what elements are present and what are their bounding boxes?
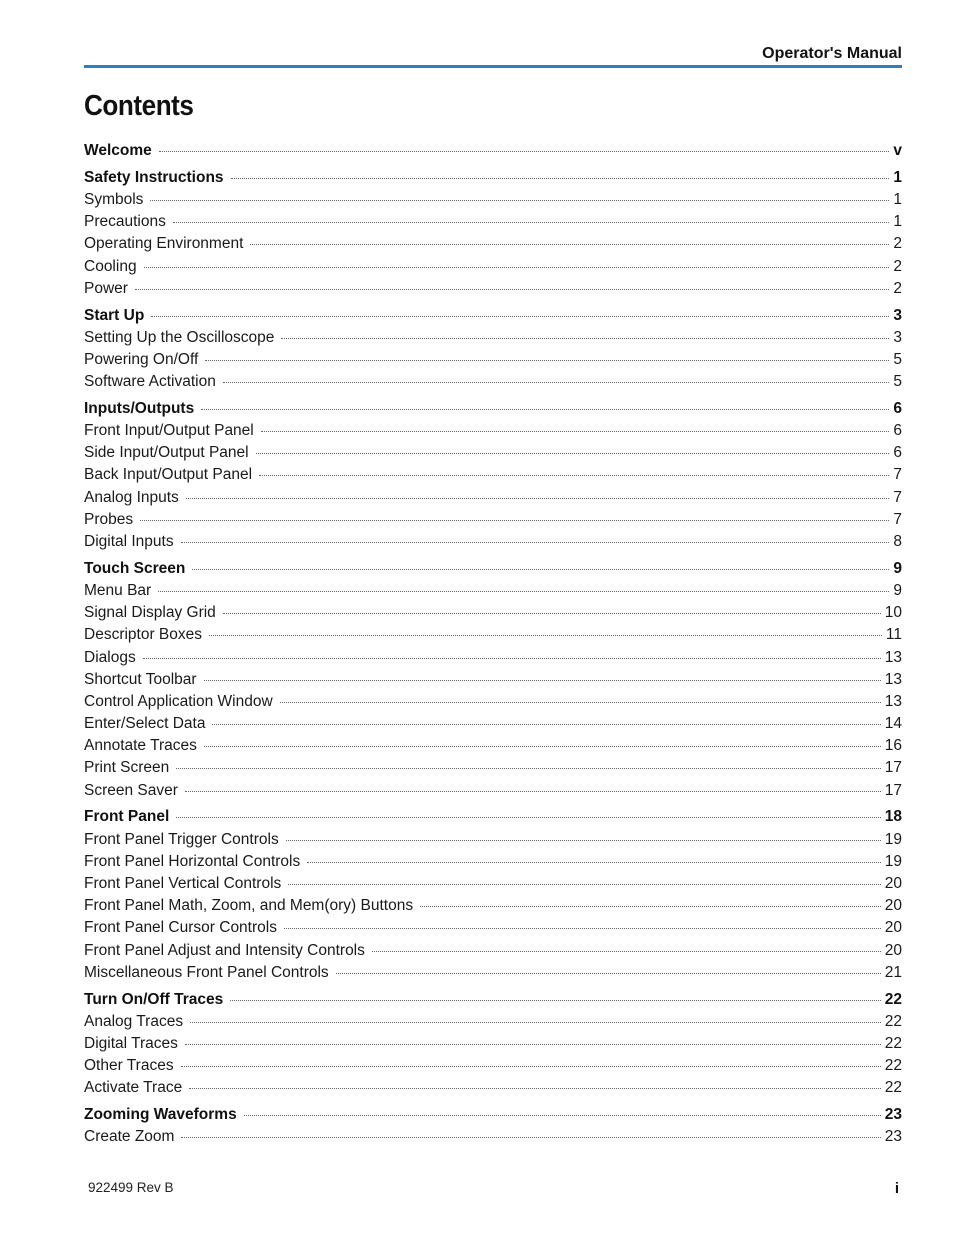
toc-entry-page: 16	[884, 737, 902, 755]
toc-entry-page: 7	[893, 510, 902, 528]
toc-entry-page: 5	[893, 350, 902, 368]
toc-dot-leader	[261, 430, 890, 432]
toc-entry-page: 21	[884, 963, 902, 981]
toc-dot-leader	[204, 745, 881, 747]
toc-entry[interactable]	[84, 940, 902, 962]
toc-entry-page: 20	[884, 897, 902, 915]
toc-dot-leader	[192, 568, 889, 570]
toc-dot-leader	[150, 199, 889, 201]
toc-entry-label: Start Up	[84, 306, 145, 324]
toc-entry[interactable]	[84, 780, 902, 802]
toc-entry[interactable]	[84, 624, 902, 646]
toc-entry-page: 10	[884, 604, 902, 622]
toc-entry-label: Print Screen	[84, 759, 170, 777]
toc-entry-page: 1	[893, 190, 902, 208]
toc-section-entry[interactable]	[84, 167, 902, 189]
toc-dot-leader	[181, 1065, 881, 1067]
toc-entry-page: 19	[884, 830, 902, 848]
toc-dot-leader	[204, 679, 881, 681]
toc-entry[interactable]	[84, 256, 902, 278]
toc-entry-label: Shortcut Toolbar	[84, 670, 197, 688]
table-of-contents	[84, 140, 902, 1148]
toc-entry-page: 5	[893, 373, 902, 391]
toc-entry-page: 19	[884, 852, 902, 870]
toc-entry-label: Inputs/Outputs	[84, 399, 195, 417]
toc-entry-page: 22	[884, 1034, 902, 1052]
toc-entry[interactable]	[84, 189, 902, 211]
toc-entry-page: 22	[884, 1012, 902, 1030]
toc-entry[interactable]	[84, 487, 902, 509]
toc-dot-leader	[135, 288, 889, 290]
toc-entry-label: Operating Environment	[84, 235, 244, 253]
toc-dot-leader	[244, 1114, 881, 1116]
toc-entry[interactable]	[84, 1033, 902, 1055]
toc-entry[interactable]	[84, 327, 902, 349]
toc-entry[interactable]	[84, 757, 902, 779]
toc-entry[interactable]	[84, 278, 902, 300]
page-title: Contents	[84, 90, 194, 122]
toc-entry[interactable]	[84, 962, 902, 984]
toc-dot-leader	[307, 861, 881, 863]
toc-entry-label: Other Traces	[84, 1057, 174, 1075]
header-title: Operator's Manual	[762, 45, 902, 62]
toc-entry-label: Miscellaneous Front Panel Controls	[84, 963, 329, 981]
toc-entry[interactable]	[84, 509, 902, 531]
toc-entry-label: Menu Bar	[84, 581, 152, 599]
toc-dot-leader	[256, 452, 890, 454]
toc-entry-page: 20	[884, 919, 902, 937]
toc-section-entry[interactable]	[84, 1104, 902, 1126]
toc-dot-leader	[185, 1043, 881, 1045]
toc-entry[interactable]	[84, 371, 902, 393]
toc-entry-page: 6	[893, 444, 902, 462]
toc-entry-label: Touch Screen	[84, 559, 186, 577]
toc-entry-label: Enter/Select Data	[84, 715, 206, 733]
toc-entry-label: Dialogs	[84, 648, 136, 666]
toc-dot-leader	[250, 243, 889, 245]
toc-dot-leader	[159, 150, 890, 152]
toc-entry[interactable]	[84, 713, 902, 735]
header-rule	[84, 65, 902, 68]
toc-entry[interactable]	[84, 602, 902, 624]
toc-dot-leader	[230, 999, 881, 1001]
toc-entry-page: 9	[893, 581, 902, 599]
toc-dot-leader	[143, 657, 881, 659]
toc-entry-page: 17	[884, 781, 902, 799]
toc-entry[interactable]	[84, 1011, 902, 1033]
toc-entry-label: Descriptor Boxes	[84, 626, 203, 644]
toc-entry-page: 18	[884, 808, 902, 826]
toc-entry-label: Control Application Window	[84, 692, 273, 710]
toc-dot-leader	[223, 612, 881, 614]
toc-entry-label: Annotate Traces	[84, 737, 197, 755]
toc-entry-page: 23	[884, 1106, 902, 1124]
toc-dot-leader	[280, 701, 881, 703]
toc-entry-label: Symbols	[84, 190, 144, 208]
toc-entry[interactable]	[84, 691, 902, 713]
footer-page-number: i	[894, 1180, 899, 1197]
toc-entry-label: Welcome	[84, 142, 152, 159]
toc-entry-page: 8	[893, 532, 902, 550]
toc-entry-label: Turn On/Off Traces	[84, 990, 224, 1008]
toc-entry-page: 7	[893, 488, 902, 506]
toc-entry-label: Digital Inputs	[84, 532, 174, 550]
toc-dot-leader	[151, 315, 889, 317]
toc-dot-leader	[186, 497, 890, 499]
toc-dot-leader	[189, 1087, 881, 1089]
toc-entry-label: Front Panel Adjust and Intensity Controls	[84, 941, 365, 959]
toc-dot-leader	[209, 634, 882, 636]
toc-entry-label: Front Panel Horizontal Controls	[84, 852, 301, 870]
toc-entry-page: 9	[893, 559, 902, 577]
toc-entry-page: 11	[885, 626, 902, 644]
toc-entry-page: 1	[893, 213, 902, 231]
toc-entry[interactable]	[84, 669, 902, 691]
toc-entry-page: 13	[884, 648, 902, 666]
toc-entry[interactable]	[84, 873, 902, 895]
toc-dot-leader	[176, 816, 880, 818]
toc-entry-label: Analog Inputs	[84, 488, 179, 506]
toc-entry[interactable]	[84, 647, 902, 669]
toc-dot-leader	[336, 972, 881, 974]
toc-entry-label: Front Panel Vertical Controls	[84, 874, 282, 892]
toc-entry-page: 3	[893, 306, 902, 324]
toc-entry-label: Power	[84, 279, 128, 297]
toc-entry[interactable]	[84, 735, 902, 757]
toc-dot-leader	[176, 767, 880, 769]
toc-dot-leader	[286, 839, 881, 841]
footer-doc-number: 922499 Rev B	[88, 1180, 174, 1195]
toc-entry-page: 2	[893, 279, 902, 297]
toc-section-entry[interactable]	[84, 305, 902, 327]
toc-entry-label: Precautions	[84, 213, 166, 231]
toc-entry[interactable]	[84, 211, 902, 233]
toc-entry-page: 6	[893, 399, 902, 417]
toc-entry-page: 23	[884, 1128, 902, 1146]
toc-dot-leader	[201, 408, 889, 410]
toc-dot-leader	[190, 1021, 881, 1023]
toc-entry-page: 13	[884, 692, 902, 710]
toc-section-entry[interactable]	[84, 806, 902, 828]
toc-entry-label: Activate Trace	[84, 1079, 183, 1097]
toc-entry[interactable]	[84, 851, 902, 873]
toc-dot-leader	[173, 221, 890, 223]
toc-dot-leader	[158, 590, 889, 592]
toc-entry-page: v	[893, 142, 902, 159]
toc-entry[interactable]	[84, 1126, 902, 1148]
toc-entry-label: Safety Instructions	[84, 168, 224, 186]
toc-entry-label: Front Panel Cursor Controls	[84, 919, 277, 937]
toc-entry-label: Software Activation	[84, 373, 216, 391]
toc-entry-page: 22	[884, 990, 902, 1008]
toc-dot-leader	[144, 266, 890, 268]
toc-entry[interactable]	[84, 233, 902, 255]
toc-entry[interactable]	[84, 349, 902, 371]
toc-dot-leader	[223, 381, 890, 383]
toc-entry-page: 20	[884, 941, 902, 959]
toc-dot-leader	[231, 177, 890, 179]
toc-entry-page: 22	[884, 1057, 902, 1075]
toc-entry-label: Screen Saver	[84, 781, 178, 799]
toc-dot-leader	[259, 474, 889, 476]
toc-dot-leader	[181, 1136, 880, 1138]
toc-dot-leader	[372, 950, 881, 952]
toc-entry-label: Setting Up the Oscilloscope	[84, 328, 275, 346]
toc-dot-leader	[205, 359, 889, 361]
toc-section-entry[interactable]	[84, 140, 902, 162]
toc-entry-page: 17	[884, 759, 902, 777]
toc-entry-page: 2	[893, 235, 902, 253]
toc-entry-page: 7	[893, 466, 902, 484]
toc-entry-page: 13	[884, 670, 902, 688]
toc-entry-label: Front Panel Math, Zoom, and Mem(ory) Buttons	[84, 897, 414, 915]
toc-entry-label: Create Zoom	[84, 1128, 175, 1146]
toc-section-entry[interactable]	[84, 989, 902, 1011]
toc-section-entry[interactable]	[84, 398, 902, 420]
toc-section-entry[interactable]	[84, 558, 902, 580]
toc-entry-page: 22	[884, 1079, 902, 1097]
toc-entry-label: Powering On/Off	[84, 350, 199, 368]
toc-entry[interactable]	[84, 1077, 902, 1099]
toc-entry-label: Back Input/Output Panel	[84, 466, 253, 484]
toc-entry[interactable]	[84, 580, 902, 602]
toc-dot-leader	[185, 790, 881, 792]
toc-dot-leader	[284, 927, 881, 929]
toc-entry[interactable]	[84, 442, 902, 464]
toc-entry-page: 2	[893, 257, 902, 275]
toc-entry-label: Side Input/Output Panel	[84, 444, 249, 462]
toc-dot-leader	[181, 541, 890, 543]
toc-entry-page: 1	[893, 168, 902, 186]
toc-entry-label: Probes	[84, 510, 134, 528]
toc-entry-page: 3	[893, 328, 902, 346]
toc-dot-leader	[281, 337, 889, 339]
toc-dot-leader	[140, 519, 889, 521]
toc-entry[interactable]	[84, 420, 902, 442]
toc-entry-label: Signal Display Grid	[84, 604, 216, 622]
toc-entry[interactable]	[84, 531, 902, 553]
toc-entry-label: Digital Traces	[84, 1034, 178, 1052]
toc-entry[interactable]	[84, 464, 902, 486]
toc-dot-leader	[420, 905, 881, 907]
toc-entry-label: Analog Traces	[84, 1012, 184, 1030]
toc-entry-page: 20	[884, 874, 902, 892]
toc-entry-page: 14	[884, 715, 902, 733]
toc-dot-leader	[212, 723, 880, 725]
toc-entry[interactable]	[84, 917, 902, 939]
toc-entry[interactable]	[84, 1055, 902, 1077]
toc-entry-label: Front Panel Trigger Controls	[84, 830, 279, 848]
toc-entry-label: Front Panel	[84, 808, 170, 826]
toc-entry-page: 6	[893, 422, 902, 440]
toc-entry[interactable]	[84, 829, 902, 851]
toc-entry-label: Zooming Waveforms	[84, 1106, 237, 1124]
toc-entry-label: Cooling	[84, 257, 137, 275]
toc-entry[interactable]	[84, 895, 902, 917]
toc-entry-label: Front Input/Output Panel	[84, 422, 254, 440]
toc-dot-leader	[288, 883, 880, 885]
